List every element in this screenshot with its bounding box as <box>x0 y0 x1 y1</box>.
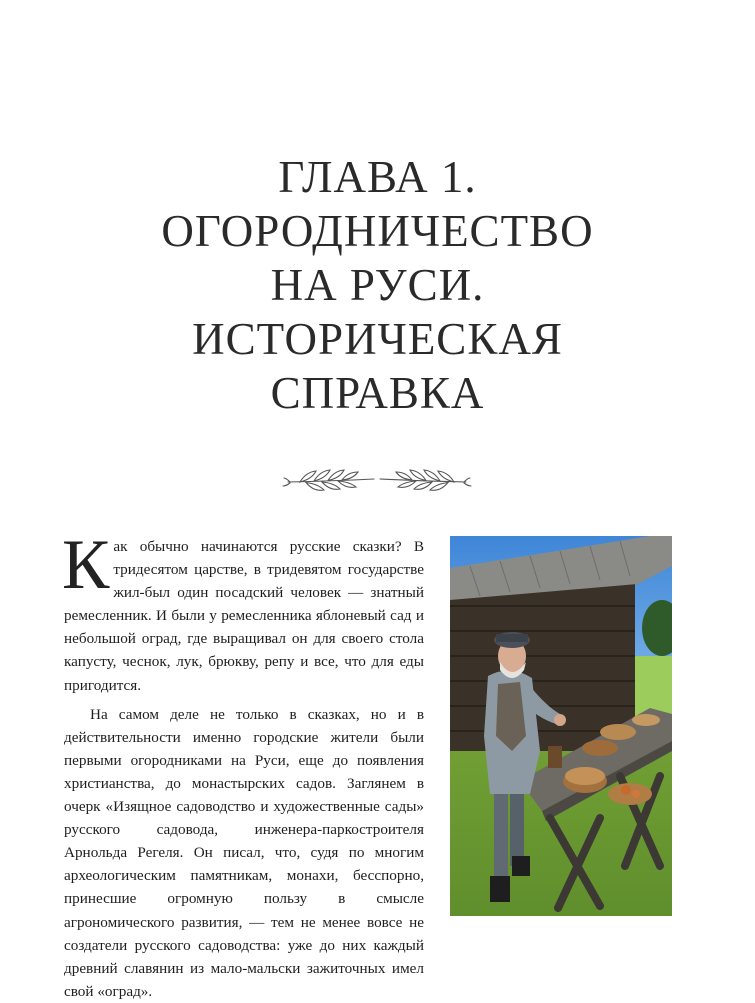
chapter-title-line: СПРАВКА <box>270 368 485 418</box>
photo-man-at-garden-table <box>450 536 672 916</box>
laurel-ornament-icon <box>282 462 472 498</box>
chapter-title-line: ГЛАВА 1. <box>278 152 477 202</box>
illustration-photo <box>450 536 672 916</box>
chapter-title-line: ОГОРОДНИЧЕСТВО <box>161 206 594 256</box>
chapter-title-line: ИСТОРИЧЕСКАЯ <box>192 314 563 364</box>
body-text <box>62 526 424 1003</box>
paragraph-first <box>62 526 424 697</box>
drop-cap: К <box>62 526 110 604</box>
paragraph-first-text: ак обычно начинаются русские сказки? В тридесятом царстве, в тридевятом государстве жил-был один посадский человек — знатный ремесленник. И были у ремесленника яблоневый сад и небольшой оград, где выращивал он для своего стола капусту, чеснок, лук, брюкву, репу и все, что для еды пригодится. <box>64 538 424 694</box>
chapter-title <box>0 150 755 420</box>
chapter-title-line: НА РУСИ. <box>270 260 485 310</box>
paragraph-second: На самом деле не только в сказках, но и в действительности именно городские жители были первыми огородниками на Руси, еще до появления христианства, до монастырских садов. Заглянем в очерк «Изящное садоводство и художественные сады» русского садовода, инженера-паркостроителя Арнольда Регеля. Он писал, что, судя по многим археологическим памятникам, монахи, бесспорно, принесшие огромную пользу в смысле агрономического развития, — тем не менее вовсе не создатели русского садоводства: уже до них каждый древний славянин из мало-мальски зажиточных имел свой «оград». <box>64 705 424 1000</box>
